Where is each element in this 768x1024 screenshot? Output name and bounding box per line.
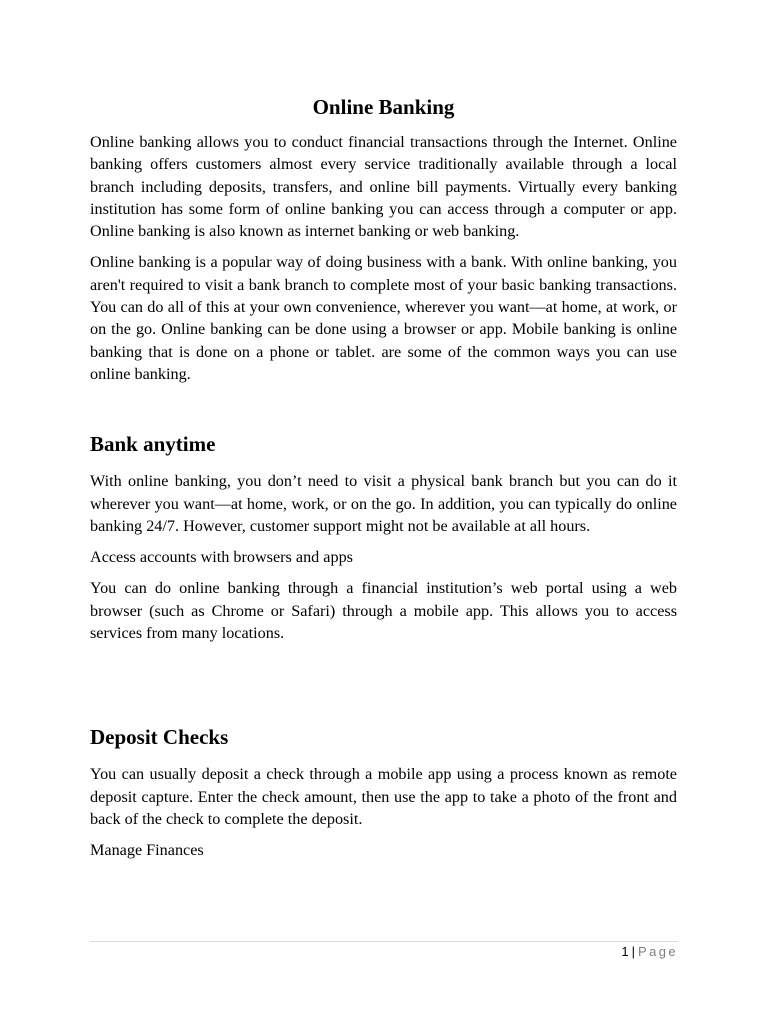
intro-paragraph: Online banking is a popular way of doing business with a bank. With online banking, you aren't required to visit a bank branch to complete most of your basic banking transactions. You can do all of this at your own convenience, wherever you want—at home, at work, or on the go. Online banking can be done using a browser or app. Mobile banking is online banking that is done on a phone or tablet. are some of the common ways you can use online banking. <box>90 253 677 383</box>
section-paragraph: Manage Finances <box>90 841 204 860</box>
section-paragraph: Access accounts with browsers and apps <box>90 548 353 567</box>
section-paragraph: You can do online banking through a financial institution’s web portal using a web browser (such as Chrome or Safari) through a mobile app. This allows you to access services from many locations. <box>90 579 677 643</box>
page-footer <box>90 941 678 959</box>
section-heading-bank-anytime: Bank anytime <box>90 432 216 457</box>
page-number: 1 <box>621 944 629 959</box>
section-heading-deposit-checks: Deposit Checks <box>90 725 229 750</box>
spacer <box>90 394 677 430</box>
document-body <box>90 93 677 871</box>
spacer <box>90 653 677 723</box>
page-number-label <box>621 944 678 960</box>
section-paragraph: You can usually deposit a check through a mobile app using a process known as remote deposit capture. Enter the check amount, then use the app to take a photo of the front and back of the check to complete the deposit. <box>90 765 677 828</box>
intro-paragraph: Online banking allows you to conduct financial transactions through the Internet. Online banking offers customers almost every service traditionally available through a local branch including deposits, transfers, and online bill payments. Virtually every banking institution has some form of online banking you can access through a computer or app. Online banking is also known as internet banking or web banking. <box>90 133 677 241</box>
section-paragraph: With online banking, you don’t need to visit a physical bank branch but you can do it wherever you want—at home, work, or on the go. In addition, you can typically do online banking 24/7. However, customer support might not be available at all hours. <box>90 472 677 535</box>
document-title: Online Banking <box>312 95 455 119</box>
page-word: Page <box>638 944 678 959</box>
page-number-separator: | <box>631 944 636 959</box>
